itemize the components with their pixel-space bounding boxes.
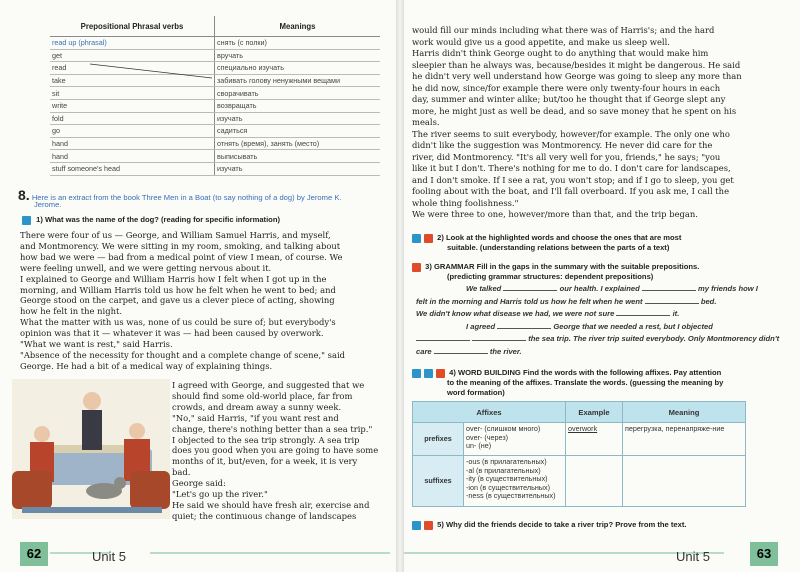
text-line: "What we want is rest," said Harris. — [20, 339, 173, 349]
summary-text: We talked — [466, 284, 502, 293]
text-line: "Let's go up the river." — [172, 489, 268, 499]
phrasal-verb-cell: fold — [50, 112, 215, 125]
task-4-line1: 4) WORD BUILDING Find the words with the following affixes. Pay attention — [449, 368, 722, 377]
text-line: were feeling unwell, and we were getting nervous about it. — [20, 262, 272, 273]
text-line: fooling about with the boat, and I'll fall overboard. If you ask me, I call the — [412, 186, 730, 196]
task-2 — [412, 233, 681, 243]
prefixes-label: prefixes — [413, 423, 464, 456]
thinking-icon — [436, 369, 445, 378]
text-line: I agreed with George, and suggested that we — [172, 380, 365, 390]
text-line: We were three to one, however/more than that, and the trip began. — [412, 209, 698, 219]
gap-blank[interactable] — [416, 332, 470, 341]
text-line: George stood on the carpet, and gave us a clever piece of acting, showing — [20, 295, 335, 306]
text-line: he didn't very well understand how George was going to sleep any more than — [412, 71, 742, 81]
affix-header-row — [413, 402, 746, 423]
text-line: The river seems to suit everybody, however/for example. The only one who — [412, 128, 730, 139]
summary-text: I agreed — [466, 321, 496, 331]
meaning-cell: вручать — [215, 49, 381, 62]
phrasal-verb-cell: take — [50, 74, 215, 87]
thinking-icon — [424, 234, 433, 243]
text-line: how bad we were — bad from a medical point of view I mean, of course. We — [20, 251, 343, 262]
suffix-item: -ness (в существительных) — [466, 491, 556, 501]
suffixes-label: suffixes — [413, 456, 464, 507]
affixes-table — [412, 401, 746, 507]
summary-line — [416, 332, 779, 346]
phrasal-verb-cell: read up (phrasal) — [50, 37, 215, 50]
text-line: There were four of us — George, and William Samuel Harris, and myself, — [20, 230, 331, 240]
summary-line — [466, 320, 713, 334]
text-line: crowds, and dream away a sunny week. — [172, 401, 342, 412]
task-8-intro-line1: Here is an extract from the book Three Men in a Boat (to say nothing of a dog) by Jerome K. — [31, 193, 342, 202]
gap-blank[interactable] — [434, 345, 488, 354]
phrasal-verb-cell: stuff someone's head — [50, 162, 215, 175]
meaning-cell: специально изучать — [215, 62, 381, 75]
text-line: like it but I don't. There's nothing for me to do. I don't care for landscapes, — [412, 163, 731, 173]
phrasal-verb-cell: sit — [50, 87, 215, 100]
prefix-item: over- (слишком много) — [466, 424, 541, 433]
text-line: does you good when you are going to have some — [172, 445, 379, 456]
prefix-example-word: overwork — [568, 424, 598, 433]
reading-icon — [412, 234, 421, 243]
phrasal-verb-cell: hand — [50, 150, 215, 163]
summary-text: care — [416, 347, 432, 356]
summary-text: the sea trip. The river trip suited everybody. Only Montmorency didn't — [528, 334, 780, 344]
meaning-cell: изучать — [215, 112, 381, 125]
meaning-cell: изучать — [215, 162, 381, 175]
suffix-item: -ion (в существительных) — [466, 482, 550, 492]
text-line: meals. — [412, 117, 440, 127]
text-line: should find some old-world place, far from — [172, 390, 353, 401]
gap-blank[interactable] — [616, 307, 670, 316]
text-line: and Montmorency. We were sitting in my room, smoking, and talking about — [20, 240, 341, 251]
phrasal-verb-cell: go — [50, 125, 215, 138]
task-5-text: 5) Why did the friends decide to take a river trip? Prove from the text. — [437, 520, 687, 529]
task-3-line2: (predicting grammar structures: dependent prepositions) — [447, 272, 654, 281]
word-icon-2 — [424, 369, 433, 378]
phrasal-verb-cell: hand — [50, 137, 215, 150]
text-line: He said we should have fresh air, exercise and — [172, 499, 370, 510]
grammar-icon — [412, 263, 421, 272]
text-line: bad. — [172, 467, 191, 478]
affix-header-meaning: Meaning — [623, 402, 746, 423]
text-line: George said: — [172, 478, 226, 489]
thinking-icon — [424, 521, 433, 530]
text-line: "No," said Harris, "if you want rest and — [172, 412, 339, 423]
meaning-cell: возвращать — [215, 99, 381, 112]
suffix-meaning — [623, 456, 746, 507]
text-line: months of it, but/even, for a week, it is very — [172, 456, 358, 467]
suffix-item: -al (в прилагательных) — [466, 465, 541, 475]
meaning-cell: выписывать — [215, 150, 381, 163]
affix-header-affixes: Affixes — [413, 402, 566, 423]
meaning-cell: забивать голову ненужными вещами — [215, 74, 381, 87]
phrasal-verb-cell: get — [50, 49, 215, 62]
summary-line — [416, 295, 716, 309]
text-line: would fill our minds including what there was of Harris's; and the hard — [412, 25, 715, 35]
text-line: work would give us a good appetite, and make us sleep well. — [412, 36, 670, 47]
text-line: What the matter with us was, none of us could be sure of; but everybody's — [20, 317, 336, 328]
text-line: I objected to the sea trip strongly. A sea trip — [172, 434, 360, 445]
text-line: George. He had a bit of a medical way of explaining things. — [20, 360, 273, 371]
word-icon — [412, 369, 421, 378]
prefixes-row — [413, 423, 746, 456]
summary-text: the river. — [489, 347, 522, 356]
suffixes-row — [413, 456, 746, 507]
affix-header-example: Example — [566, 402, 623, 423]
task-8-intro-line2: Jerome. — [34, 200, 62, 209]
meaning-cell: снять (с полки) — [215, 37, 381, 50]
text-line: river, did Montmorency. "It's all very well for you, friends," he says; "you — [412, 151, 721, 162]
prefix-example — [566, 423, 623, 456]
header-meanings: Meanings — [215, 16, 381, 37]
task-5 — [412, 520, 687, 530]
prefix-item: over- (через) — [466, 432, 509, 442]
question-1-text: 1) What was the name of the dog? (reading for specific information) — [36, 215, 280, 224]
text-line: change, there's nothing better than a sea trip." — [172, 423, 373, 434]
text-line: he did now, since/for example there were only twenty-four hours in each — [412, 82, 721, 93]
text-line: whole thing foolishness." — [412, 197, 519, 208]
text-line: I explained to George and William Harris how I felt when I got up in the — [20, 273, 327, 284]
suffix-item: -ity (в существительных) — [466, 474, 548, 484]
suffixes-list — [464, 456, 566, 507]
summary-line — [416, 345, 522, 359]
text-line: quiet; the continuous change of landscapes — [172, 510, 357, 521]
page-number-62: 62 — [20, 542, 48, 566]
unit-label-right: Unit 5 — [676, 549, 710, 564]
text-line: sleepier than he always was, because/besides it might be dangerous. He said — [412, 59, 741, 70]
prefix-item: un- (не) — [466, 441, 492, 451]
gap-blank[interactable] — [472, 332, 526, 341]
text-line: didn't like the suggestion was Montmorency. He never did care for the — [412, 140, 713, 150]
task-4-line2: to the meaning of the affixes. Translate the words. (guessing the meaning by — [447, 378, 724, 387]
gap-blank[interactable] — [497, 320, 551, 329]
text-line: opinion was that it — whatever it was — had been caused by overwork. — [20, 328, 324, 339]
task-3 — [412, 262, 699, 272]
gap-blank[interactable] — [645, 295, 699, 304]
summary-text: my friends how I — [698, 284, 758, 293]
text-line: more, he might just as well be dead, and so save money that he spent on his — [412, 105, 737, 116]
page-number-63: 63 — [750, 542, 778, 566]
unit-label-left: Unit 5 — [92, 549, 126, 564]
header-verbs: Prepositional Phrasal verbs — [50, 16, 215, 37]
task-3-line1: 3) GRAMMAR Fill in the gaps in the summary with the suitable prepositions. — [425, 262, 700, 271]
task-8-number: 8. — [18, 187, 30, 203]
text-line: morning, and William Harris told us how he felt when he went to bed; and — [20, 284, 336, 295]
summary-text: George that we needed a rest, but I objected — [553, 321, 713, 331]
text-line: Harris didn't think George ought to do anything that would make him — [412, 48, 709, 58]
gap-blank[interactable] — [642, 282, 696, 291]
task-4 — [412, 368, 721, 378]
summary-text: bed. — [700, 296, 717, 306]
task-4-line3: word formation) — [447, 388, 505, 397]
summary-text: our health. I explained — [559, 284, 640, 293]
prefix-meaning: перегрузка, перенапряже-ние — [623, 423, 746, 456]
suffix-item: -ous (в прилагательных) — [466, 457, 547, 466]
task-2-line1: 2) Look at the highlighted words and choose the ones that are most — [437, 233, 682, 242]
meaning-cell: садиться — [215, 125, 381, 138]
task-2-line2: suitable. (understanding relations between the parts of a text) — [447, 243, 670, 252]
summary-line — [466, 282, 758, 296]
meaning-cell: отнять (время), занять (место) — [215, 137, 381, 150]
summary-line — [416, 307, 679, 321]
gap-blank[interactable] — [503, 282, 557, 291]
prefixes-list — [464, 423, 566, 456]
summary-text: We didn't know what disease we had, we were not sure — [416, 309, 615, 319]
phrasal-verb-cell: read — [50, 62, 215, 75]
meaning-cell: сворачивать — [215, 87, 381, 100]
phrasal-verb-cell: write — [50, 99, 215, 112]
text-line: and I don't smoke. If I see a rat, you won't stop; and if I go to sleep, you get — [412, 174, 734, 185]
text-line: "Absence of the necessity for thought and a complete change of scene," said — [20, 349, 345, 360]
text-line: how he felt in the night. — [20, 306, 123, 317]
summary-text: felt in the morning and Harris told us how he felt when he went — [416, 296, 643, 306]
suffix-example — [566, 456, 623, 507]
text-line: day, summer and winter alike; but/too he thought that if George slept any — [412, 94, 726, 104]
speaking-icon — [412, 521, 421, 530]
summary-text: it. — [672, 309, 680, 319]
